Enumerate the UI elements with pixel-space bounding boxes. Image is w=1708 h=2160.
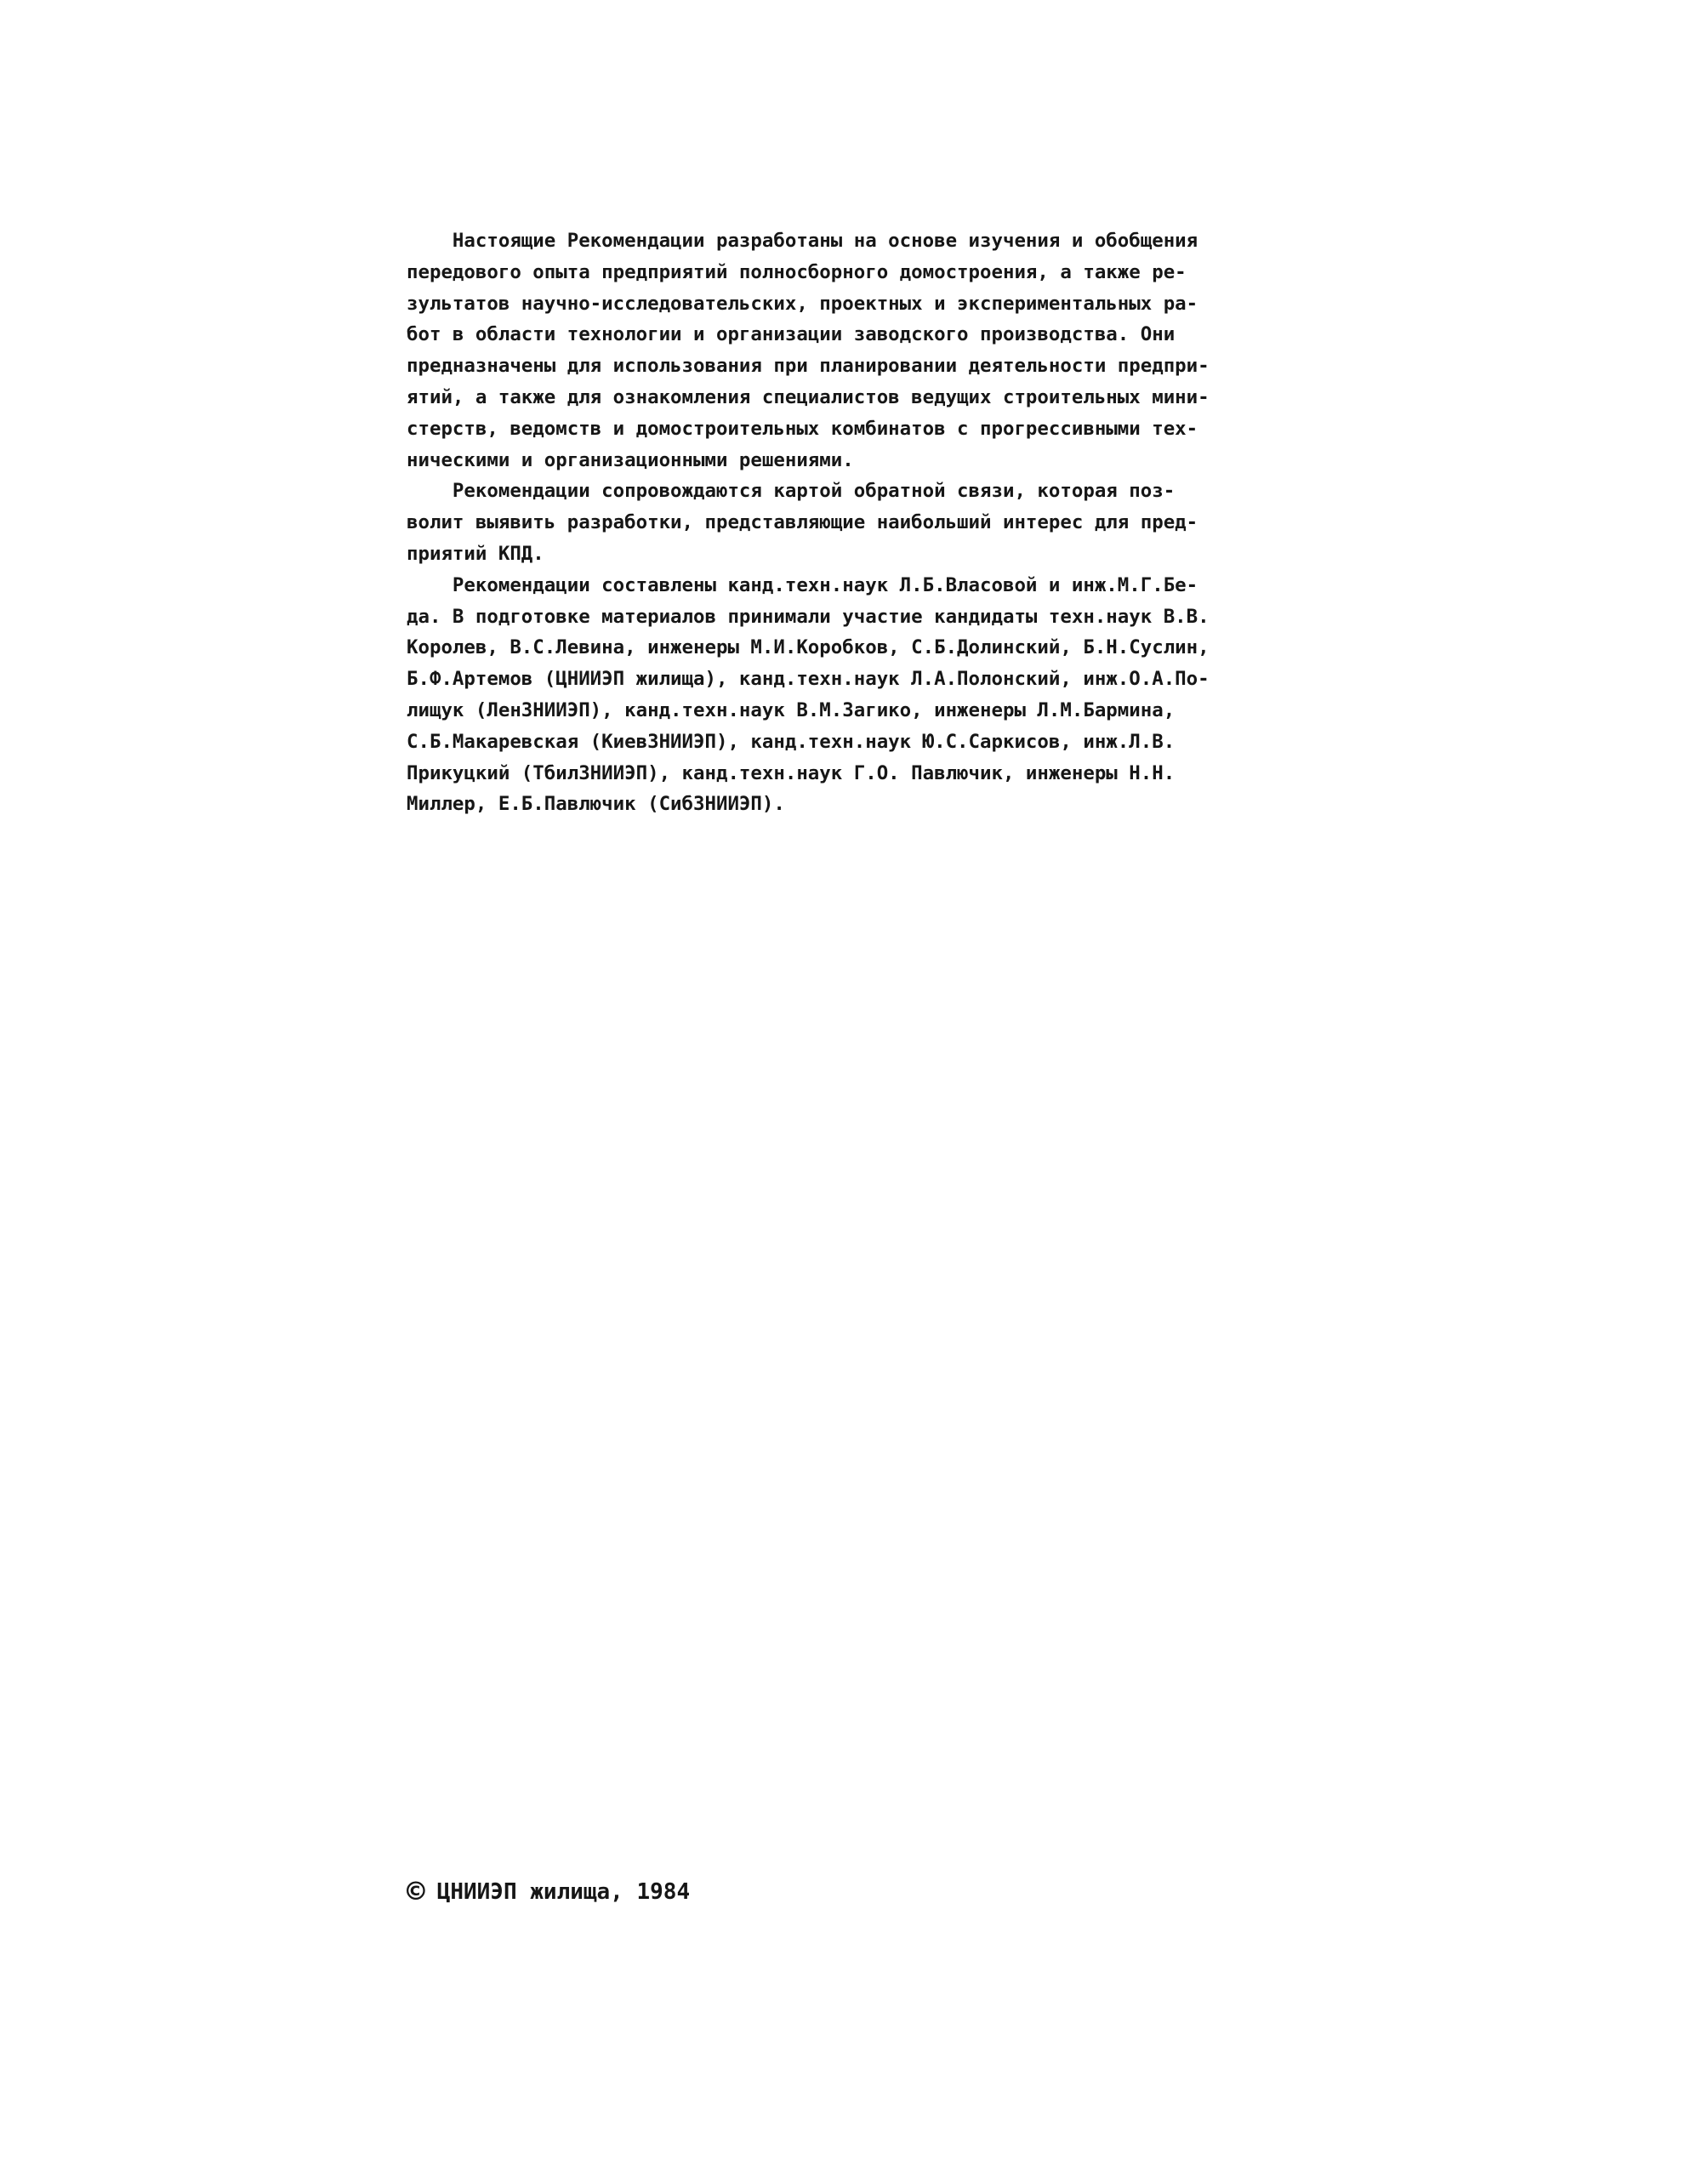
text-line: предназначены для использования при планировании деятельности предпри-	[407, 355, 1210, 378]
text-line: да. В подготовке материалов принимали участие кандидаты техн.наук В.В.	[407, 605, 1210, 628]
text-line: бот в области технологии и организации заводского производства. Они	[407, 323, 1176, 346]
text-line: волит выявить разработки, представляющие наибольший интерес для пред-	[407, 511, 1198, 534]
text-line: Королев, В.С.Левина, инженеры М.И.Коробков, С.Б.Долинский, Б.Н.Суслин,	[407, 636, 1210, 659]
text-line: Миллер, Е.Б.Павлючик (СибЗНИИЭП).	[407, 793, 785, 816]
copyright-icon: ©	[407, 1874, 425, 1909]
text-line: ятий, а также для ознакомления специалистов ведущих строительных мини-	[407, 385, 1210, 408]
text-line: передового опыта предприятий полносборного домостроения, а также ре-	[407, 260, 1187, 283]
text-line: лищук (ЛенЗНИИЭП), канд.техн.наук В.М.Загико, инженеры Л.М.Бармина,	[407, 698, 1176, 721]
text-line: Б.Ф.Артемов (ЦНИИЭП жилища), канд.техн.наук Л.А.Полонский, инж.О.А.По-	[407, 668, 1210, 691]
text-line: Прикуцкий (ТбилЗНИИЭП), канд.техн.наук Г.О. Павлючик, инженеры Н.Н.	[407, 761, 1176, 784]
body-text	[407, 225, 1352, 820]
text-line: приятий КПД.	[407, 542, 544, 565]
text-line: ническими и организационными решениями.	[407, 448, 854, 471]
text-line: стерств, ведомств и домостроительных комбинатов с прогрессивными тех-	[407, 417, 1198, 440]
copyright-text: ЦНИИЭП жилища, 1984	[436, 1879, 691, 1905]
text-line: С.Б.Макаревская (КиевЗНИИЭП), канд.техн.наук Ю.С.Саркисов, инж.Л.В.	[407, 730, 1176, 753]
copyright-notice	[407, 1874, 691, 1909]
text-line: Рекомендации составлены канд.техн.наук Л.Б.Власовой и инж.М.Г.Бе-	[407, 573, 1198, 596]
text-line: зультатов научно-исследовательских, проектных и экспериментальных ра-	[407, 292, 1198, 315]
text-line: Настоящие Рекомендации разработаны на основе изучения и обобщения	[407, 230, 1198, 252]
text-line: Рекомендации сопровождаются картой обратной связи, которая поз-	[407, 480, 1176, 503]
